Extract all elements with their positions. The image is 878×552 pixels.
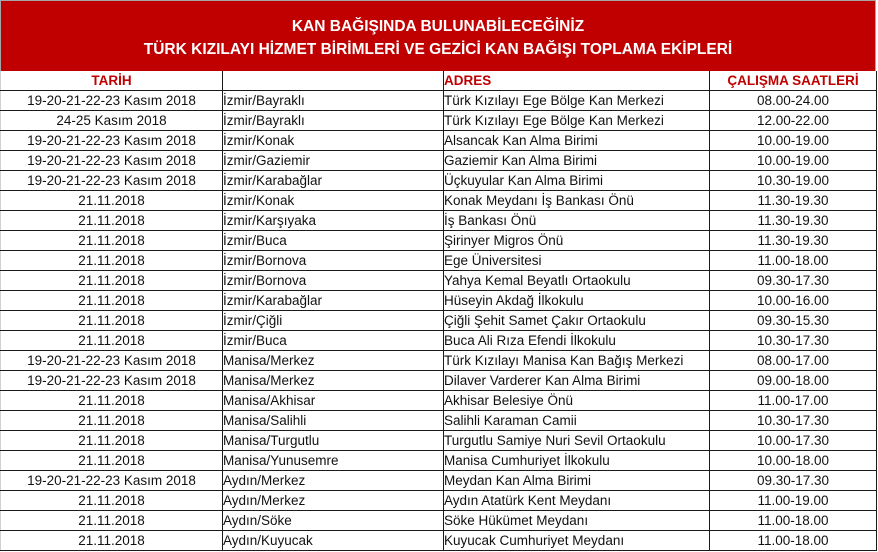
cell-date: 19-20-21-22-23 Kasım 2018	[1, 471, 223, 491]
cell-hours: 10.00-16.00	[710, 291, 877, 311]
cell-address: Aydın Atatürk Kent Meydanı	[444, 491, 710, 511]
cell-address: Türk Kızılayı Ege Bölge Kan Merkezi	[444, 111, 710, 131]
cell-date: 21.11.2018	[1, 271, 223, 291]
cell-district: İzmir/Bornova	[223, 271, 444, 291]
cell-date: 19-20-21-22-23 Kasım 2018	[1, 351, 223, 371]
schedule-table	[0, 71, 877, 551]
table-row	[1, 531, 877, 551]
cell-date: 21.11.2018	[1, 451, 223, 471]
cell-date: 21.11.2018	[1, 251, 223, 271]
header-address: ADRES	[444, 71, 710, 91]
table-row	[1, 211, 877, 231]
cell-district: Manisa/Merkez	[223, 371, 444, 391]
header-district	[223, 71, 444, 91]
cell-district: Manisa/Turgutlu	[223, 431, 444, 451]
cell-address: Türk Kızılayı Ege Bölge Kan Merkezi	[444, 91, 710, 111]
cell-date: 19-20-21-22-23 Kasım 2018	[1, 131, 223, 151]
cell-hours: 09.30-17.30	[710, 471, 877, 491]
cell-district: İzmir/Konak	[223, 131, 444, 151]
cell-district: Aydın/Kuyucak	[223, 531, 444, 551]
cell-district: Aydın/Söke	[223, 511, 444, 531]
cell-hours: 10.00-19.00	[710, 151, 877, 171]
cell-hours: 10.30-17.30	[710, 331, 877, 351]
cell-district: Manisa/Salihli	[223, 411, 444, 431]
cell-address: Dilaver Varderer Kan Alma Birimi	[444, 371, 710, 391]
table-row	[1, 331, 877, 351]
cell-date: 21.11.2018	[1, 491, 223, 511]
table-row	[1, 351, 877, 371]
cell-date: 21.11.2018	[1, 331, 223, 351]
cell-address: Şirinyer Migros Önü	[444, 231, 710, 251]
cell-hours: 08.00-24.00	[710, 91, 877, 111]
cell-district: İzmir/Konak	[223, 191, 444, 211]
cell-district: Aydın/Merkez	[223, 491, 444, 511]
cell-date: 21.11.2018	[1, 231, 223, 251]
cell-address: Konak Meydanı İş Bankası Önü	[444, 191, 710, 211]
cell-hours: 11.00-18.00	[710, 531, 877, 551]
cell-district: İzmir/Çiğli	[223, 311, 444, 331]
table-row	[1, 251, 877, 271]
table-row	[1, 191, 877, 211]
cell-date: 19-20-21-22-23 Kasım 2018	[1, 371, 223, 391]
table-row	[1, 131, 877, 151]
header-row	[1, 71, 877, 91]
cell-date: 21.11.2018	[1, 291, 223, 311]
cell-hours: 10.00-19.00	[710, 131, 877, 151]
cell-hours: 11.00-18.00	[710, 251, 877, 271]
cell-district: İzmir/Karabağlar	[223, 171, 444, 191]
cell-district: İzmir/Buca	[223, 231, 444, 251]
cell-date: 21.11.2018	[1, 411, 223, 431]
cell-hours: 11.00-17.00	[710, 391, 877, 411]
cell-date: 21.11.2018	[1, 211, 223, 231]
table-row	[1, 491, 877, 511]
cell-address: Alsancak Kan Alma Birimi	[444, 131, 710, 151]
table-row	[1, 291, 877, 311]
table-row	[1, 411, 877, 431]
header-hours: ÇALIŞMA SAATLERİ	[710, 71, 877, 91]
cell-date: 21.11.2018	[1, 391, 223, 411]
cell-district: Manisa/Akhisar	[223, 391, 444, 411]
table-row	[1, 151, 877, 171]
cell-hours: 10.30-19.00	[710, 171, 877, 191]
table-body	[1, 91, 877, 551]
cell-district: Manisa/Merkez	[223, 351, 444, 371]
table-row	[1, 451, 877, 471]
cell-district: İzmir/Buca	[223, 331, 444, 351]
cell-address: Salihli Karaman Camii	[444, 411, 710, 431]
cell-date: 24-25 Kasım 2018	[1, 111, 223, 131]
cell-district: İzmir/Karabağlar	[223, 291, 444, 311]
cell-address: İş Bankası Önü	[444, 211, 710, 231]
cell-address: Turgutlu Samiye Nuri Sevil Ortaokulu	[444, 431, 710, 451]
cell-hours: 09.30-17.30	[710, 271, 877, 291]
cell-address: Buca Ali Rıza Efendi İlkokulu	[444, 331, 710, 351]
cell-hours: 11.30-19.30	[710, 231, 877, 251]
cell-address: Çiğli Şehit Samet Çakır Ortaokulu	[444, 311, 710, 331]
cell-hours: 11.00-18.00	[710, 511, 877, 531]
cell-address: Türk Kızılayı Manisa Kan Bağış Merkezi	[444, 351, 710, 371]
cell-date: 21.11.2018	[1, 531, 223, 551]
cell-hours: 09.00-18.00	[710, 371, 877, 391]
cell-date: 21.11.2018	[1, 191, 223, 211]
cell-hours: 08.00-17.00	[710, 351, 877, 371]
cell-date: 21.11.2018	[1, 311, 223, 331]
table-row	[1, 311, 877, 331]
table-row	[1, 271, 877, 291]
table-row	[1, 431, 877, 451]
cell-hours: 11.00-19.00	[710, 491, 877, 511]
table-row	[1, 231, 877, 251]
cell-address: Kuyucak Cumhuriyet Meydanı	[444, 531, 710, 551]
cell-district: İzmir/Gaziemir	[223, 151, 444, 171]
cell-district: Manisa/Yunusemre	[223, 451, 444, 471]
cell-hours: 10.00-18.00	[710, 451, 877, 471]
cell-hours: 10.30-17.30	[710, 411, 877, 431]
table-row	[1, 371, 877, 391]
cell-hours: 11.30-19.30	[710, 211, 877, 231]
cell-district: İzmir/Karşıyaka	[223, 211, 444, 231]
cell-address: Söke Hükümet Meydanı	[444, 511, 710, 531]
cell-date: 19-20-21-22-23 Kasım 2018	[1, 91, 223, 111]
banner-title-line1: KAN BAĞIŞINDA BULUNABİLECEĞİNİZ	[291, 17, 585, 35]
cell-hours: 10.00-17.30	[710, 431, 877, 451]
table-row	[1, 511, 877, 531]
table-row	[1, 391, 877, 411]
table-row	[1, 171, 877, 191]
cell-address: Gaziemir Kan Alma Birimi	[444, 151, 710, 171]
cell-address: Akhisar Belesiye Önü	[444, 391, 710, 411]
table-row	[1, 111, 877, 131]
cell-address: Meydan Kan Alma Birimi	[444, 471, 710, 491]
header-date: TARİH	[1, 71, 223, 91]
cell-address: Üçkuyular Kan Alma Birimi	[444, 171, 710, 191]
table-row	[1, 471, 877, 491]
title-banner	[0, 0, 876, 71]
cell-hours: 12.00-22.00	[710, 111, 877, 131]
cell-district: Aydın/Merkez	[223, 471, 444, 491]
cell-hours: 09.30-15.30	[710, 311, 877, 331]
cell-date: 19-20-21-22-23 Kasım 2018	[1, 151, 223, 171]
banner-title-line2: TÜRK KIZILAYI HİZMET BİRİMLERİ VE GEZİCİ KAN BAĞIŞI TOPLAMA EKİPLERİ	[143, 40, 733, 58]
cell-district: İzmir/Bayraklı	[223, 91, 444, 111]
cell-district: İzmir/Bayraklı	[223, 111, 444, 131]
cell-address: Ege Üniversitesi	[444, 251, 710, 271]
cell-date: 21.11.2018	[1, 431, 223, 451]
cell-district: İzmir/Bornova	[223, 251, 444, 271]
table-row	[1, 91, 877, 111]
cell-address: Yahya Kemal Beyatlı Ortaokulu	[444, 271, 710, 291]
cell-address: Hüseyin Akdağ İlkokulu	[444, 291, 710, 311]
cell-date: 19-20-21-22-23 Kasım 2018	[1, 171, 223, 191]
cell-date: 21.11.2018	[1, 511, 223, 531]
cell-hours: 11.30-19.30	[710, 191, 877, 211]
cell-address: Manisa Cumhuriyet İlkokulu	[444, 451, 710, 471]
